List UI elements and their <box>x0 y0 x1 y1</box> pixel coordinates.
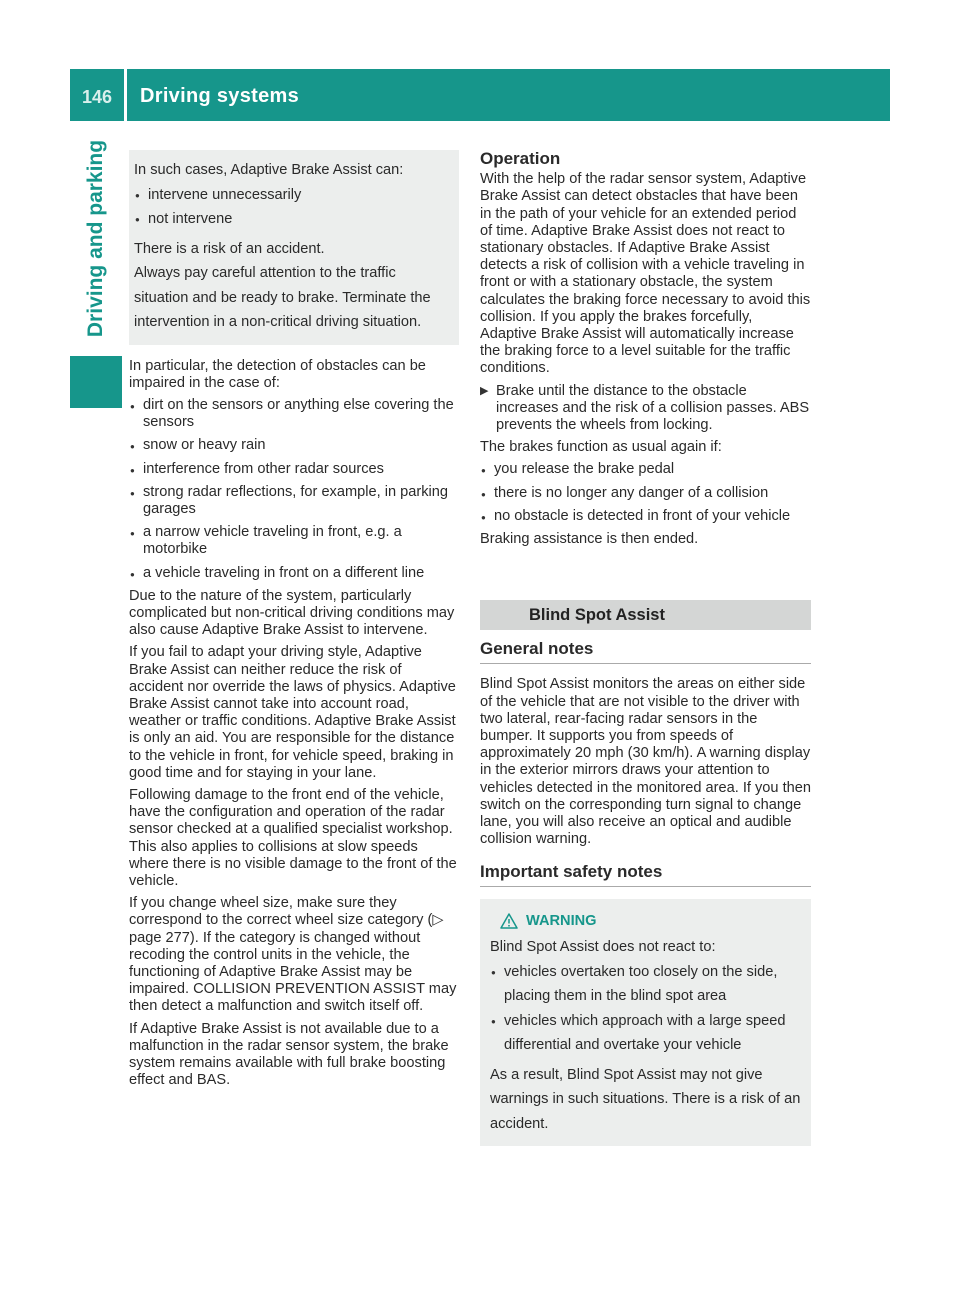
warning-box <box>480 899 811 1147</box>
warning-title <box>490 909 803 934</box>
warning-triangle-icon <box>500 913 518 929</box>
paragraph: Following damage to the front end of the vehicle, have the configuration and operation of the radar sensor checked at a qualified specialist workshop. This also applies to collisions at slow speeds where there is no visible damage to the front of the vehicle. <box>129 786 457 889</box>
page-reference-link[interactable]: ▷ page 277 <box>129 912 444 946</box>
caution-intro: In such cases, Adaptive Brake Assist can: <box>134 162 404 178</box>
paragraph: In particular, the detection of obstacles can be impaired in the case of: <box>129 357 426 391</box>
list-item: ● there is no longer any danger of a collision <box>480 485 811 502</box>
list-item: ● you release the brake pedal <box>480 461 811 478</box>
page-title: Driving systems <box>140 85 300 107</box>
caution-list <box>134 183 449 232</box>
warning-list <box>490 960 803 1058</box>
paragraph: The brakes function as usual again if: <box>480 439 722 456</box>
paragraph: If Adaptive Brake Assist is not available due to a malfunction in the radar sensor system, the brake system remains available with full brake boosting effect and BAS. <box>129 1020 449 1089</box>
list-item: ● snow or heavy rain <box>129 437 459 454</box>
brakes-list <box>480 461 811 525</box>
header-divider <box>124 69 127 121</box>
right-column <box>480 150 811 1146</box>
arrow-right-icon: ▶ <box>480 384 489 397</box>
warning-label: WARNING <box>526 912 597 929</box>
list-item: ● vehicles which approach with a large speed differential and overtake your vehicle <box>490 1009 803 1058</box>
paragraph: Braking assistance is then ended. <box>480 531 699 548</box>
paragraph: Due to the nature of the system, particularly complicated but non-critical driving conditions may also cause Adaptive Brake Assist to intervene. <box>129 587 455 639</box>
list-item: ● not intervene <box>134 207 449 232</box>
chapter-side-tab <box>70 121 122 356</box>
list-item: ● a vehicle traveling in front on a different line <box>129 565 459 582</box>
list-item: ● interference from other radar sources <box>129 461 459 478</box>
caution-advice: Always pay careful attention to the traffic situation and be ready to brake. Terminate the intervention in a non-critical driving situation. <box>134 265 431 330</box>
paragraph-text: ). If the category is changed without recoding the control units in the vehicle, the functioning of Adaptive Brake Assist may be impaired. COLLISION PREVENTION ASSIST may then detect a malfunction and switch itself off. <box>129 929 457 1015</box>
left-column <box>129 150 459 1094</box>
impairment-list <box>129 397 459 582</box>
section-title-bar: Blind Spot Assist <box>480 600 811 630</box>
paragraph: Blind Spot Assist monitors the areas on either side of the vehicle that are not visible to the driver with two lateral, rear-facing radar sensors in the bumper. It supports you from speeds of approximately 20 mph (30 km/h). A warning display in the exterior mirrors draws your attention to vehicles detected in the monitored area. If you then switch on the corresponding turn signal to change lane, you will also receive an optical and audible collision warning. <box>480 676 811 848</box>
safety-notes-heading: Important safety notes <box>480 863 811 887</box>
caution-risk: There is a risk of an accident. <box>134 240 325 257</box>
list-item: ● strong radar reflections, for example, in parking garages <box>129 484 459 518</box>
list-item: ● dirt on the sensors or anything else covering the sensors <box>129 397 459 431</box>
warning-intro: Blind Spot Assist does not react to: <box>490 939 716 956</box>
list-item: ● vehicles overtaken too closely on the side, placing them in the blind spot area <box>490 960 803 1009</box>
page-number: 146 <box>82 87 113 107</box>
chapter-marker <box>70 356 122 408</box>
list-item: ● no obstacle is detected in front of your vehicle <box>480 508 811 525</box>
chapter-label: Driving and parking <box>84 139 107 338</box>
list-item: ● intervene unnecessarily <box>134 183 449 208</box>
action-text: Brake until the distance to the obstacle increases and the risk of a collision passes. ABS prevents the wheels from locking. <box>496 382 810 434</box>
paragraph <box>129 895 459 1015</box>
general-notes-heading: General notes <box>480 640 811 664</box>
warning-result: As a result, Blind Spot Assist may not give warnings in such situations. There is a risk of an accident. <box>490 1066 801 1132</box>
action-step <box>480 383 811 435</box>
operation-heading: Operation <box>480 149 561 168</box>
list-item: ● a narrow vehicle traveling in front, e.g. a motorbike <box>129 524 459 558</box>
caution-box <box>129 150 459 345</box>
paragraph: If you fail to adapt your driving style, Adaptive Brake Assist can neither reduce the risk of accident nor override the laws of physics. Adaptive Brake Assist cannot take into account road, weather or traffic conditions. Adaptive Brake Assist is only an aid. You are responsible for the distance to the vehicle in front, for vehicle speed, braking in good time and for staying in your lane. <box>129 644 456 781</box>
paragraph-text: If you change wheel size, make sure they correspond to the correct wheel size category ( <box>129 895 433 929</box>
paragraph: With the help of the radar sensor system, Adaptive Brake Assist can detect obstacles that have been in the path of your vehicle for an extended period of time. Adaptive Brake Assist does not react to stationary obstacles. If Adaptive Brake Assist detects a risk of collision with a vehicle traveling in front or with a stationary obstacle, the system calculates the braking force necessary to avoid this collision. If you apply the brakes forcefully, Adaptive Brake Assist will automatically increase the braking force to a level suitable for the traffic conditions. <box>480 171 811 377</box>
